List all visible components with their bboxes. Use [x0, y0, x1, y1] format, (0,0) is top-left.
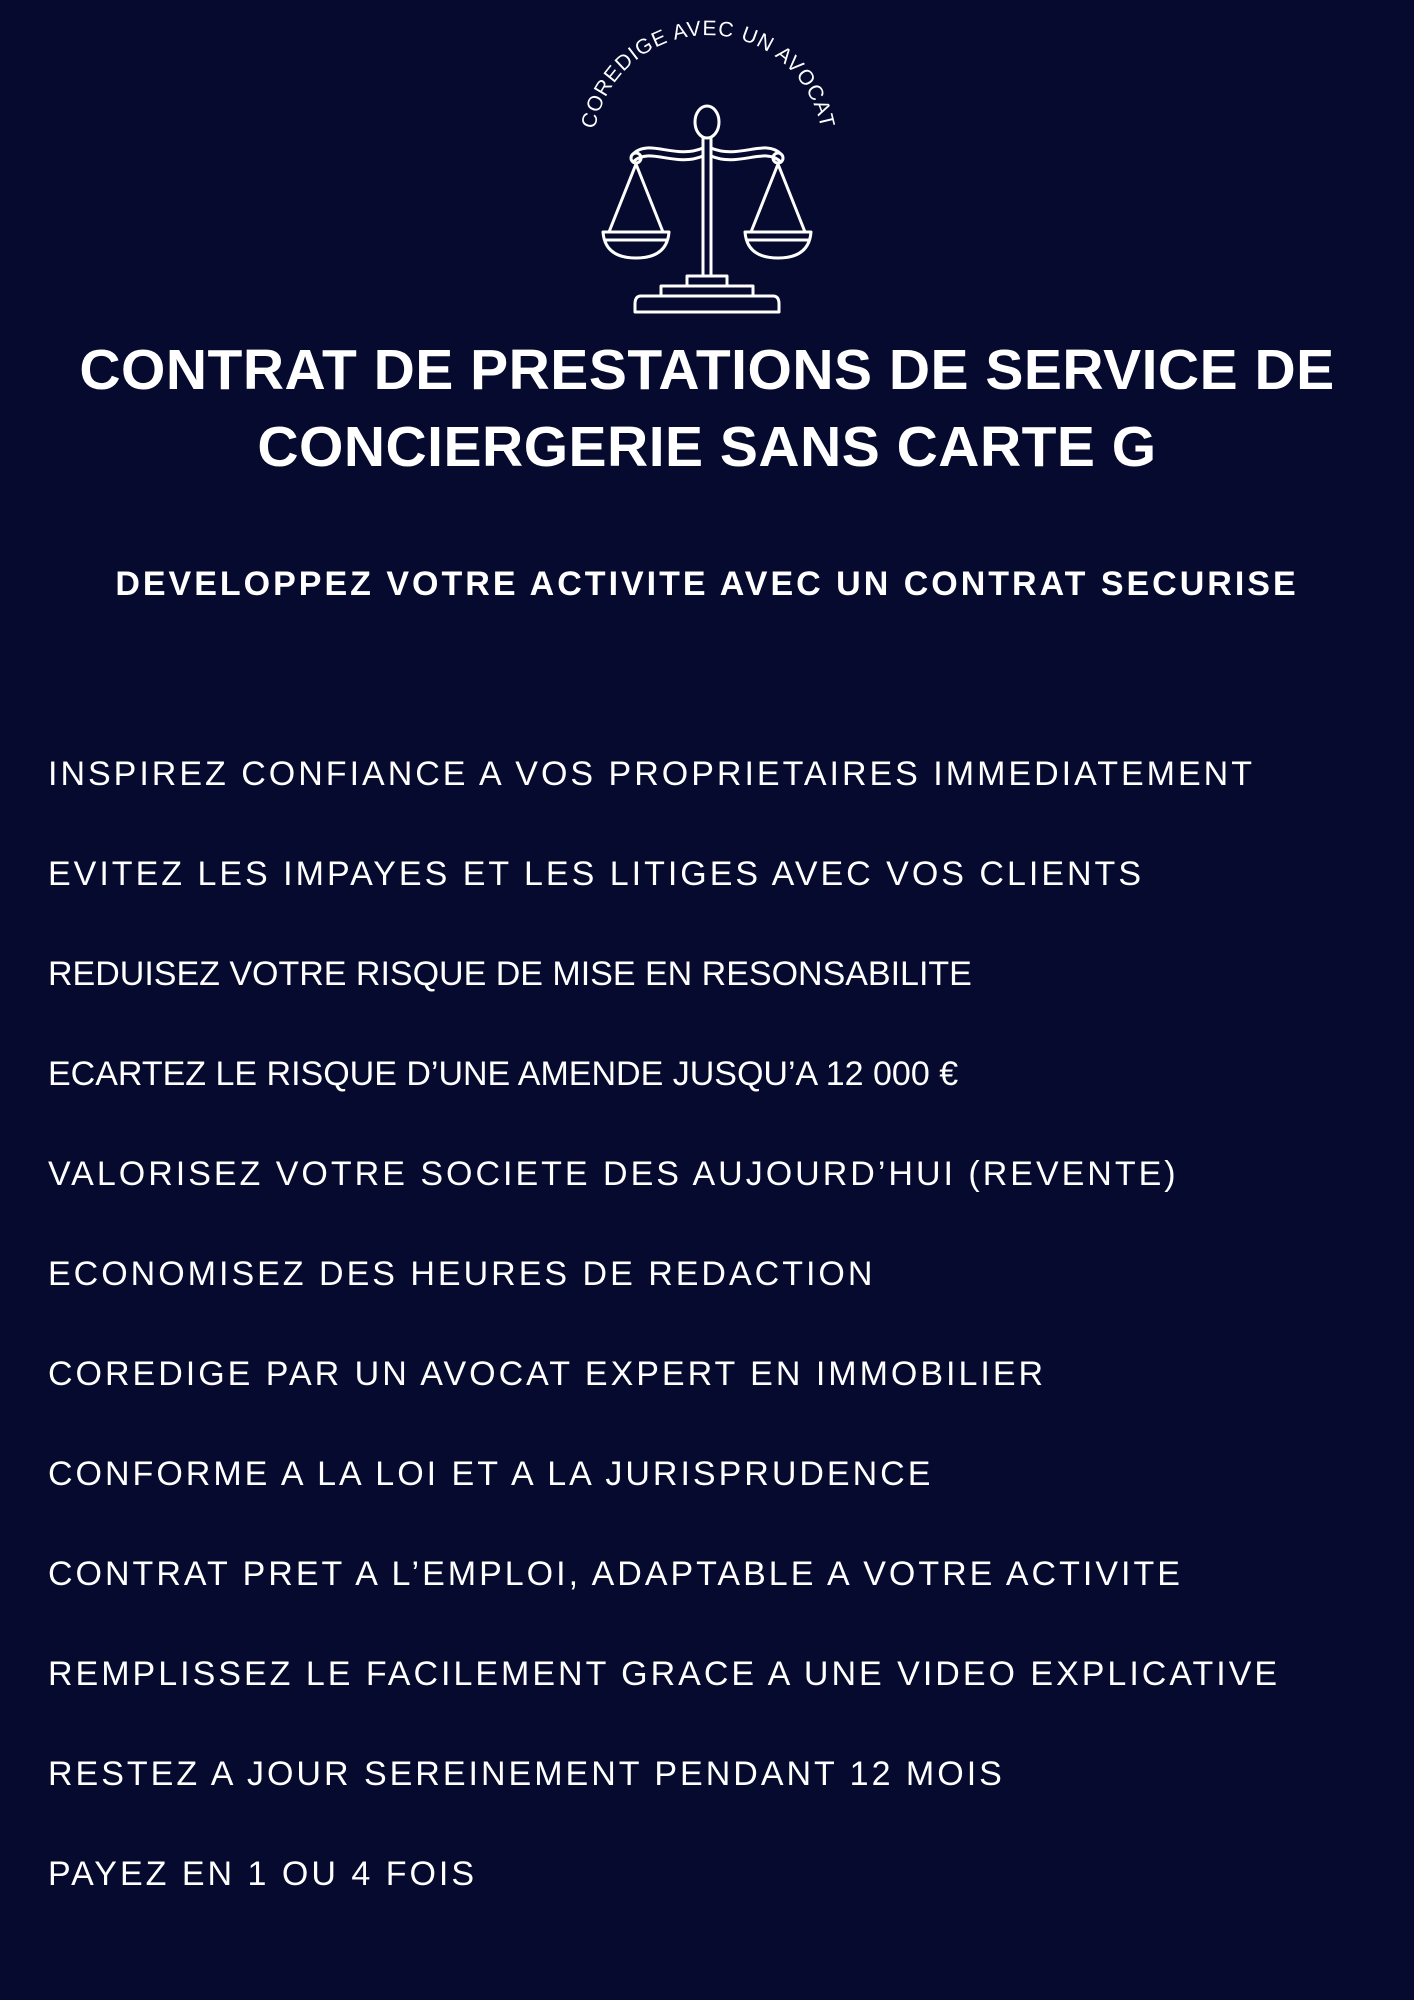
- benefit-item: INSPIREZ CONFIANCE A VOS PROPRIETAIRES IMMEDIATEMENT: [48, 755, 1255, 793]
- page-title: [40, 332, 1374, 486]
- benefit-item: CONTRAT PRET A L’EMPLOI, ADAPTABLE A VOTRE ACTIVITE: [48, 1555, 1183, 1593]
- logo-arc-text: COREDIGE AVEC UN AVOCAT: [577, 20, 839, 131]
- scales-of-justice-icon: [557, 20, 857, 320]
- benefit-item: ECONOMISEZ DES HEURES DE REDACTION: [48, 1255, 876, 1293]
- benefit-item: REDUISEZ VOTRE RISQUE DE MISE EN RESONSABILITE: [48, 955, 972, 993]
- svg-text:COREDIGE AVEC UN AVOCAT: [577, 20, 839, 131]
- benefit-item: VALORISEZ VOTRE SOCIETE DES AUJOURD’HUI (REVENTE): [48, 1155, 1179, 1193]
- subtitle: DEVELOPPEZ VOTRE ACTIVITE AVEC UN CONTRAT SECURISE: [115, 565, 1299, 603]
- benefit-item: PAYEZ EN 1 OU 4 FOIS: [48, 1855, 478, 1893]
- benefit-item: ECARTEZ LE RISQUE D’UNE AMENDE JUSQU’A 12 000 €: [48, 1055, 959, 1093]
- benefits-list: [48, 749, 1388, 1949]
- benefit-item: REMPLISSEZ LE FACILEMENT GRACE A UNE VIDEO EXPLICATIVE: [48, 1655, 1281, 1693]
- logo: [557, 20, 857, 320]
- title-line-2: CONCIERGERIE SANS CARTE G: [257, 415, 1157, 479]
- title-line-1: CONTRAT DE PRESTATIONS DE SERVICE DE: [79, 338, 1335, 402]
- benefit-item: CONFORME A LA LOI ET A LA JURISPRUDENCE: [48, 1455, 934, 1493]
- benefit-item: RESTEZ A JOUR SEREINEMENT PENDANT 12 MOIS: [48, 1755, 1005, 1793]
- benefit-item: COREDIGE PAR UN AVOCAT EXPERT EN IMMOBILIER: [48, 1355, 1047, 1393]
- benefit-item: EVITEZ LES IMPAYES ET LES LITIGES AVEC VOS CLIENTS: [48, 855, 1145, 893]
